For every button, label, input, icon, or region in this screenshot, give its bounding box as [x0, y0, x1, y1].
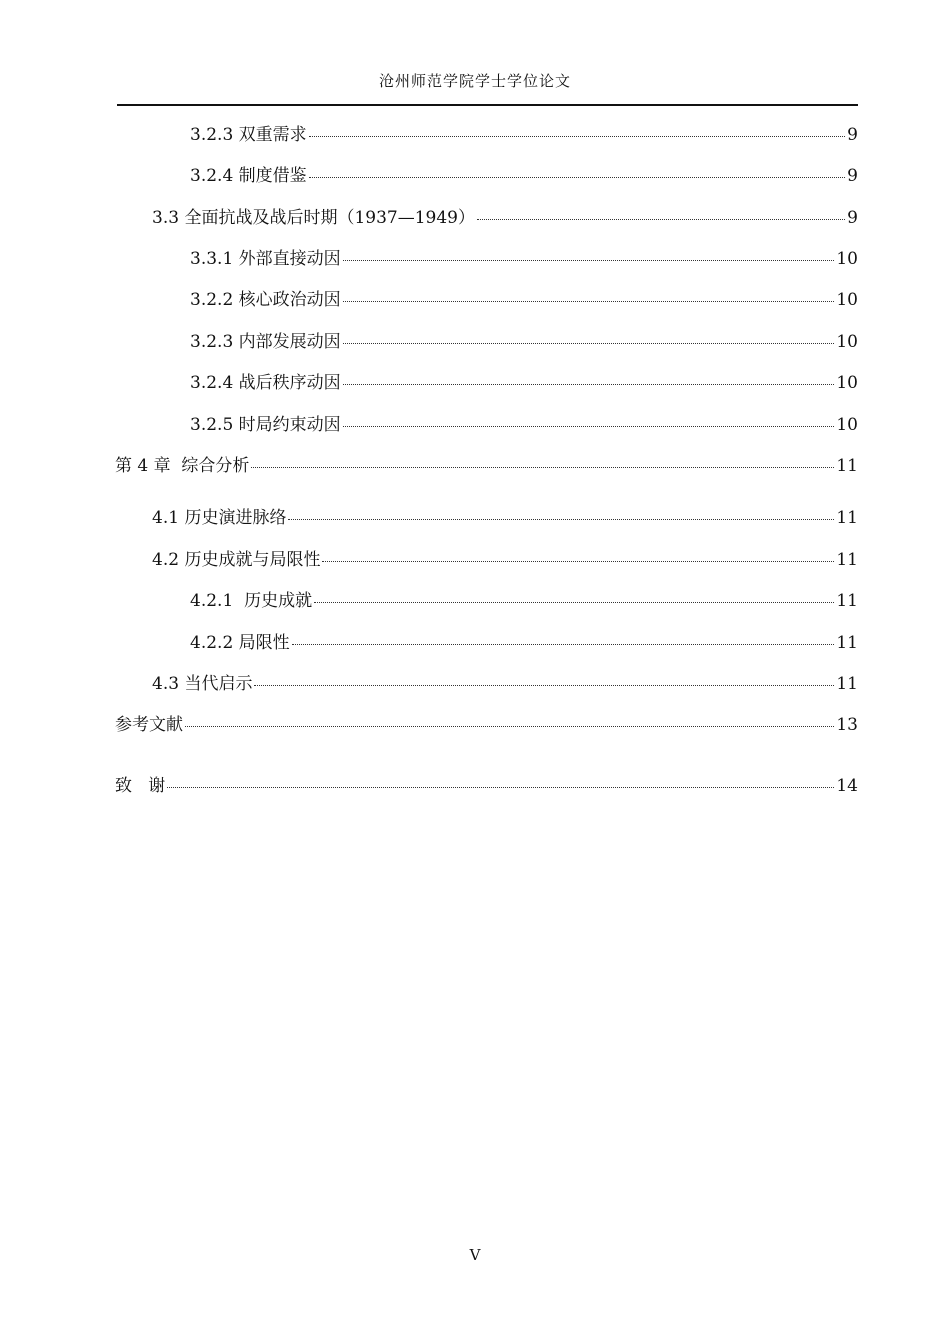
toc-leader-dots — [167, 787, 834, 788]
toc-entry-label: 3.3 全面抗战及战后时期（1937—1949） — [152, 208, 475, 228]
toc-entry-label: 3.3.1 外部直接动因 — [190, 249, 341, 269]
toc-entry-page: 11 — [836, 633, 858, 653]
toc-entry-page: 9 — [847, 166, 858, 186]
toc-entry[interactable] — [190, 285, 858, 310]
toc-leader-dots — [185, 726, 834, 727]
toc-leader-dots — [343, 301, 835, 302]
toc-entry-page: 9 — [847, 208, 858, 228]
toc-leader-dots — [477, 219, 845, 220]
toc-leader-dots — [309, 136, 846, 137]
toc-leader-dots — [254, 685, 834, 686]
toc-entry[interactable] — [190, 244, 858, 269]
toc-entry[interactable] — [152, 203, 858, 228]
toc-entry-page: 11 — [836, 674, 858, 694]
toc-entry-label: 4.1 历史演进脉络 — [152, 508, 287, 528]
toc-leader-dots — [343, 343, 835, 344]
toc-entry[interactable] — [152, 503, 858, 528]
toc-entry[interactable] — [190, 120, 858, 145]
toc-entry[interactable] — [190, 586, 858, 611]
toc-entry-label: 3.2.2 核心政治动因 — [190, 290, 341, 310]
toc-entry-label: 第 4 章 综合分析 — [115, 456, 250, 476]
toc-entry-page: 14 — [836, 776, 858, 796]
toc-leader-dots — [314, 602, 834, 603]
toc-leader-dots — [309, 177, 846, 178]
toc-entry[interactable] — [190, 368, 858, 393]
toc-entry-label: 3.2.5 时局约束动因 — [190, 415, 341, 435]
toc-entry-page: 9 — [847, 125, 858, 145]
toc-leader-dots — [343, 426, 835, 427]
page-number: V — [469, 1246, 481, 1264]
toc-entry-page: 13 — [836, 715, 858, 735]
toc-leader-dots — [343, 384, 835, 385]
toc-leader-dots — [343, 260, 835, 261]
toc-entry[interactable] — [115, 451, 858, 476]
toc-entry[interactable] — [115, 710, 858, 735]
header-rule — [117, 104, 858, 106]
toc-entry-page: 10 — [836, 249, 858, 269]
toc-entry-label: 4.2.2 局限性 — [190, 633, 290, 653]
toc-entry-page: 10 — [836, 415, 858, 435]
toc-entry-label: 参考文献 — [115, 715, 183, 735]
toc-entry[interactable] — [190, 161, 858, 186]
toc-entry-label: 3.2.3 内部发展动因 — [190, 332, 341, 352]
toc-entry-page: 11 — [836, 550, 858, 570]
toc-entry[interactable] — [152, 545, 858, 570]
running-header: 沧州师范学院学士学位论文 — [378, 72, 571, 90]
toc-entry-label: 3.2.3 双重需求 — [190, 125, 307, 145]
toc-entry[interactable] — [190, 628, 858, 653]
toc-leader-dots — [288, 519, 834, 520]
toc-entry-page: 10 — [836, 290, 858, 310]
toc-entry[interactable] — [152, 669, 858, 694]
toc-leader-dots — [251, 467, 834, 468]
toc-entry-page: 10 — [836, 373, 858, 393]
toc-entry-label: 致 谢 — [115, 776, 166, 796]
toc-entry-page: 11 — [836, 508, 858, 528]
toc-entry-label: 3.2.4 制度借鉴 — [190, 166, 307, 186]
toc-entry-page: 11 — [836, 591, 858, 611]
toc-leader-dots — [292, 644, 835, 645]
toc-entry-page: 10 — [836, 332, 858, 352]
toc-entry-page: 11 — [836, 456, 858, 476]
toc-entry[interactable] — [115, 771, 858, 796]
toc-entry[interactable] — [190, 327, 858, 352]
toc-entry-label: 3.2.4 战后秩序动因 — [190, 373, 341, 393]
toc-leader-dots — [322, 561, 834, 562]
toc-entry-label: 4.3 当代启示 — [152, 674, 253, 694]
toc-entry-label: 4.2 历史成就与局限性 — [152, 550, 321, 570]
toc-entry[interactable] — [190, 410, 858, 435]
toc-entry-label: 4.2.1 历史成就 — [190, 591, 313, 611]
